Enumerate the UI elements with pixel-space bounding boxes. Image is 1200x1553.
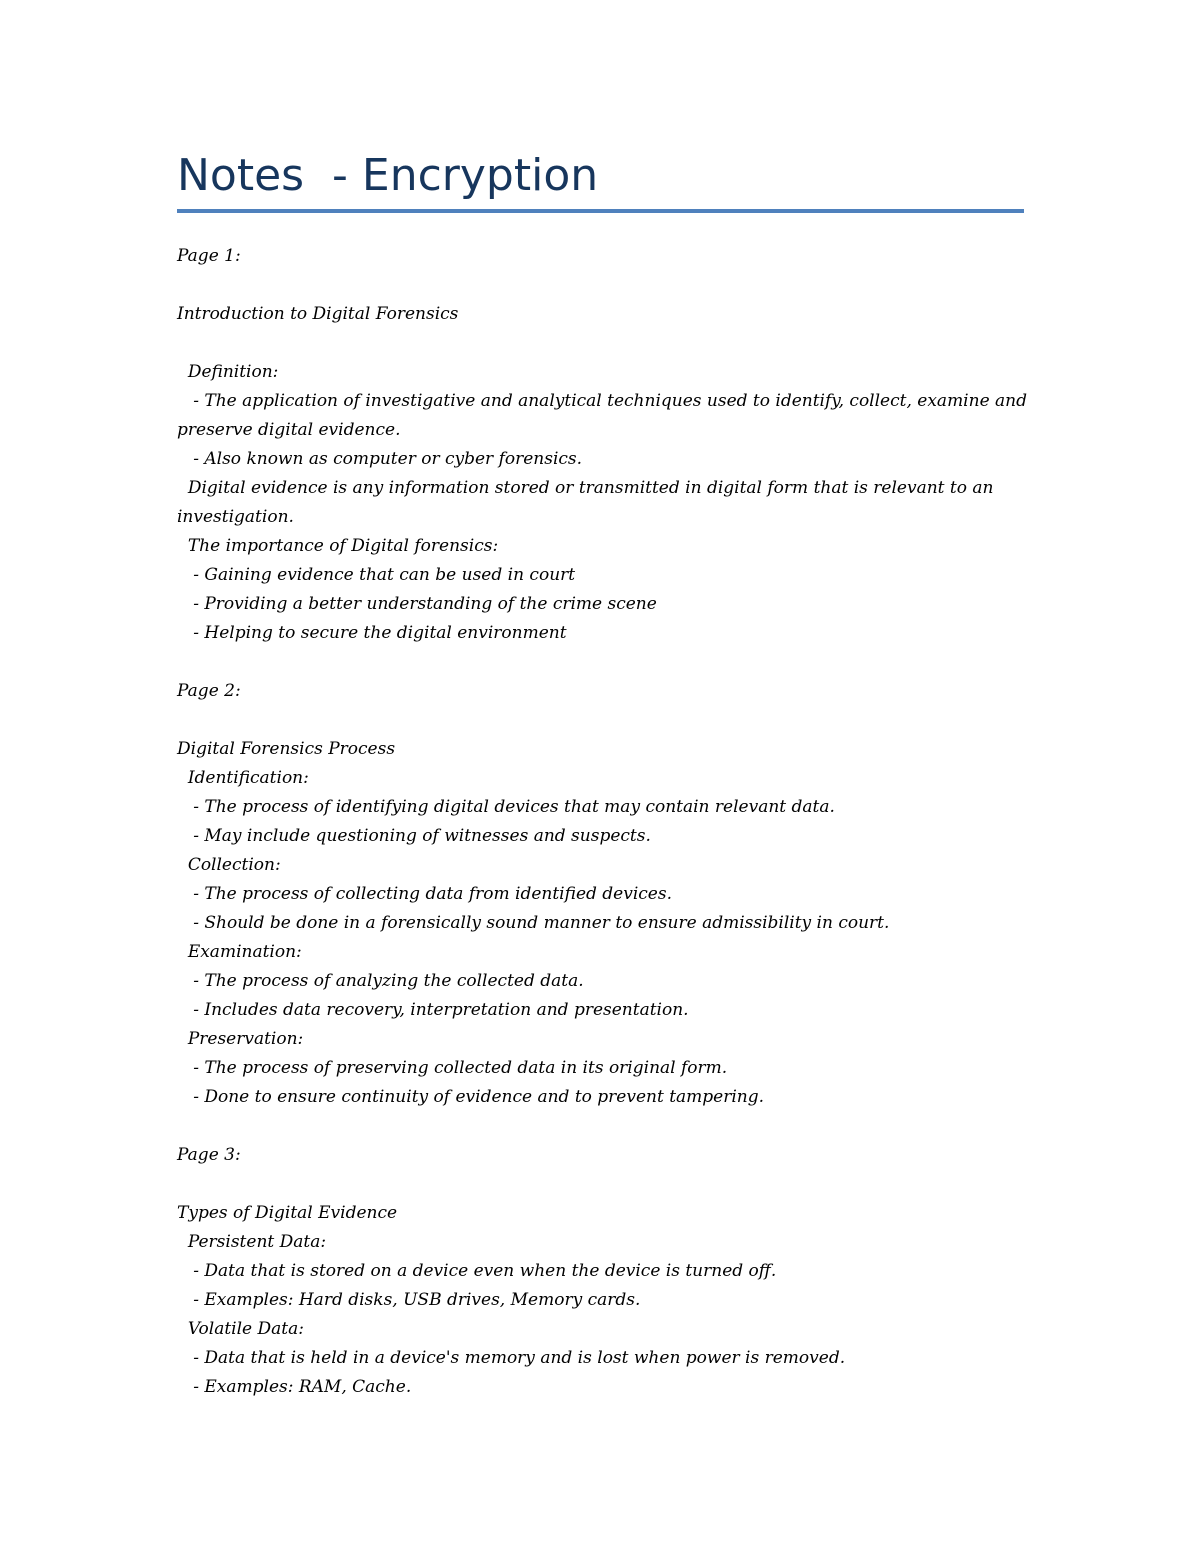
spacer bbox=[177, 329, 1027, 358]
importance-item-1-text: - Gaining evidence that can be used in court bbox=[193, 565, 576, 585]
collection-item-1-text: - The process of collecting data from identified devices. bbox=[193, 884, 672, 904]
preservation-label bbox=[177, 1025, 1027, 1054]
collection-item-2 bbox=[177, 909, 1027, 938]
persistent-item-2 bbox=[177, 1286, 1027, 1315]
spacer bbox=[177, 706, 1027, 735]
identification-item-1-text: - The process of identifying digital devices that may contain relevant data. bbox=[193, 797, 835, 817]
volatile-label bbox=[177, 1315, 1027, 1344]
volatile-item-1-text: - Data that is held in a device's memory and is lost when power is removed. bbox=[193, 1348, 846, 1368]
collection-label-text: Collection: bbox=[187, 855, 281, 875]
preservation-label-text: Preservation: bbox=[187, 1029, 304, 1049]
identification-label-text: Identification: bbox=[187, 768, 309, 788]
identification-item-2 bbox=[177, 822, 1027, 851]
importance-label-text: The importance of Digital forensics: bbox=[187, 536, 499, 556]
collection-label bbox=[177, 851, 1027, 880]
page-1-topic: Introduction to Digital Forensics bbox=[177, 304, 459, 324]
evidence-paragraph bbox=[177, 474, 1027, 532]
definition-item-1-text: - The application of investigative and analytical techniques used to identify, collect, examine and preserve digital evidence. bbox=[177, 391, 1033, 440]
persistent-label bbox=[177, 1228, 1027, 1257]
volatile-item-2 bbox=[177, 1373, 1027, 1402]
examination-item-2 bbox=[177, 996, 1027, 1025]
evidence-paragraph-text: Digital evidence is any information stored or transmitted in digital form that is relevant to an investigation. bbox=[177, 478, 999, 527]
examination-item-1 bbox=[177, 967, 1027, 996]
importance-label bbox=[177, 532, 1027, 561]
importance-item-3 bbox=[177, 619, 1027, 648]
persistent-item-1 bbox=[177, 1257, 1027, 1286]
page-2-topic: Digital Forensics Process bbox=[177, 739, 396, 759]
preservation-item-2-text: - Done to ensure continuity of evidence and to prevent tampering. bbox=[193, 1087, 765, 1107]
definition-label bbox=[177, 358, 1027, 387]
definition-item-2 bbox=[177, 445, 1027, 474]
importance-item-2 bbox=[177, 590, 1027, 619]
page-1-heading: Page 1: bbox=[177, 246, 241, 266]
spacer bbox=[177, 271, 1027, 300]
page-2-heading: Page 2: bbox=[177, 681, 241, 701]
collection-item-2-text: - Should be done in a forensically sound manner to ensure admissibility in court. bbox=[193, 913, 890, 933]
preservation-item-1-text: - The process of preserving collected data in its original form. bbox=[193, 1058, 728, 1078]
examination-label-text: Examination: bbox=[187, 942, 302, 962]
document-title: Notes - Encryption bbox=[177, 150, 599, 201]
persistent-item-2-text: - Examples: Hard disks, USB drives, Memory cards. bbox=[193, 1290, 641, 1310]
examination-label bbox=[177, 938, 1027, 967]
title-underline bbox=[177, 209, 1024, 213]
definition-label-text: Definition: bbox=[187, 362, 279, 382]
definition-item-2-text: - Also known as computer or cyber forensics. bbox=[193, 449, 583, 469]
examination-item-2-text: - Includes data recovery, interpretation and presentation. bbox=[193, 1000, 689, 1020]
identification-item-2-text: - May include questioning of witnesses and suspects. bbox=[193, 826, 651, 846]
spacer bbox=[177, 1112, 1027, 1141]
collection-item-1 bbox=[177, 880, 1027, 909]
page-3-topic: Types of Digital Evidence bbox=[177, 1203, 398, 1223]
volatile-item-1 bbox=[177, 1344, 1027, 1373]
persistent-item-1-text: - Data that is stored on a device even when the device is turned off. bbox=[193, 1261, 777, 1281]
volatile-item-2-text: - Examples: RAM, Cache. bbox=[193, 1377, 412, 1397]
examination-item-1-text: - The process of analyzing the collected data. bbox=[193, 971, 584, 991]
identification-item-1 bbox=[177, 793, 1027, 822]
spacer bbox=[177, 648, 1027, 677]
importance-item-2-text: - Providing a better understanding of the crime scene bbox=[193, 594, 657, 614]
spacer bbox=[177, 1170, 1027, 1199]
page-3-heading: Page 3: bbox=[177, 1145, 241, 1165]
importance-item-3-text: - Helping to secure the digital environment bbox=[193, 623, 567, 643]
identification-label bbox=[177, 764, 1027, 793]
volatile-label-text: Volatile Data: bbox=[187, 1319, 304, 1339]
persistent-label-text: Persistent Data: bbox=[187, 1232, 327, 1252]
preservation-item-1 bbox=[177, 1054, 1027, 1083]
preservation-item-2 bbox=[177, 1083, 1027, 1112]
definition-item-1 bbox=[177, 387, 1033, 445]
importance-item-1 bbox=[177, 561, 1027, 590]
document-body bbox=[177, 242, 1033, 1402]
